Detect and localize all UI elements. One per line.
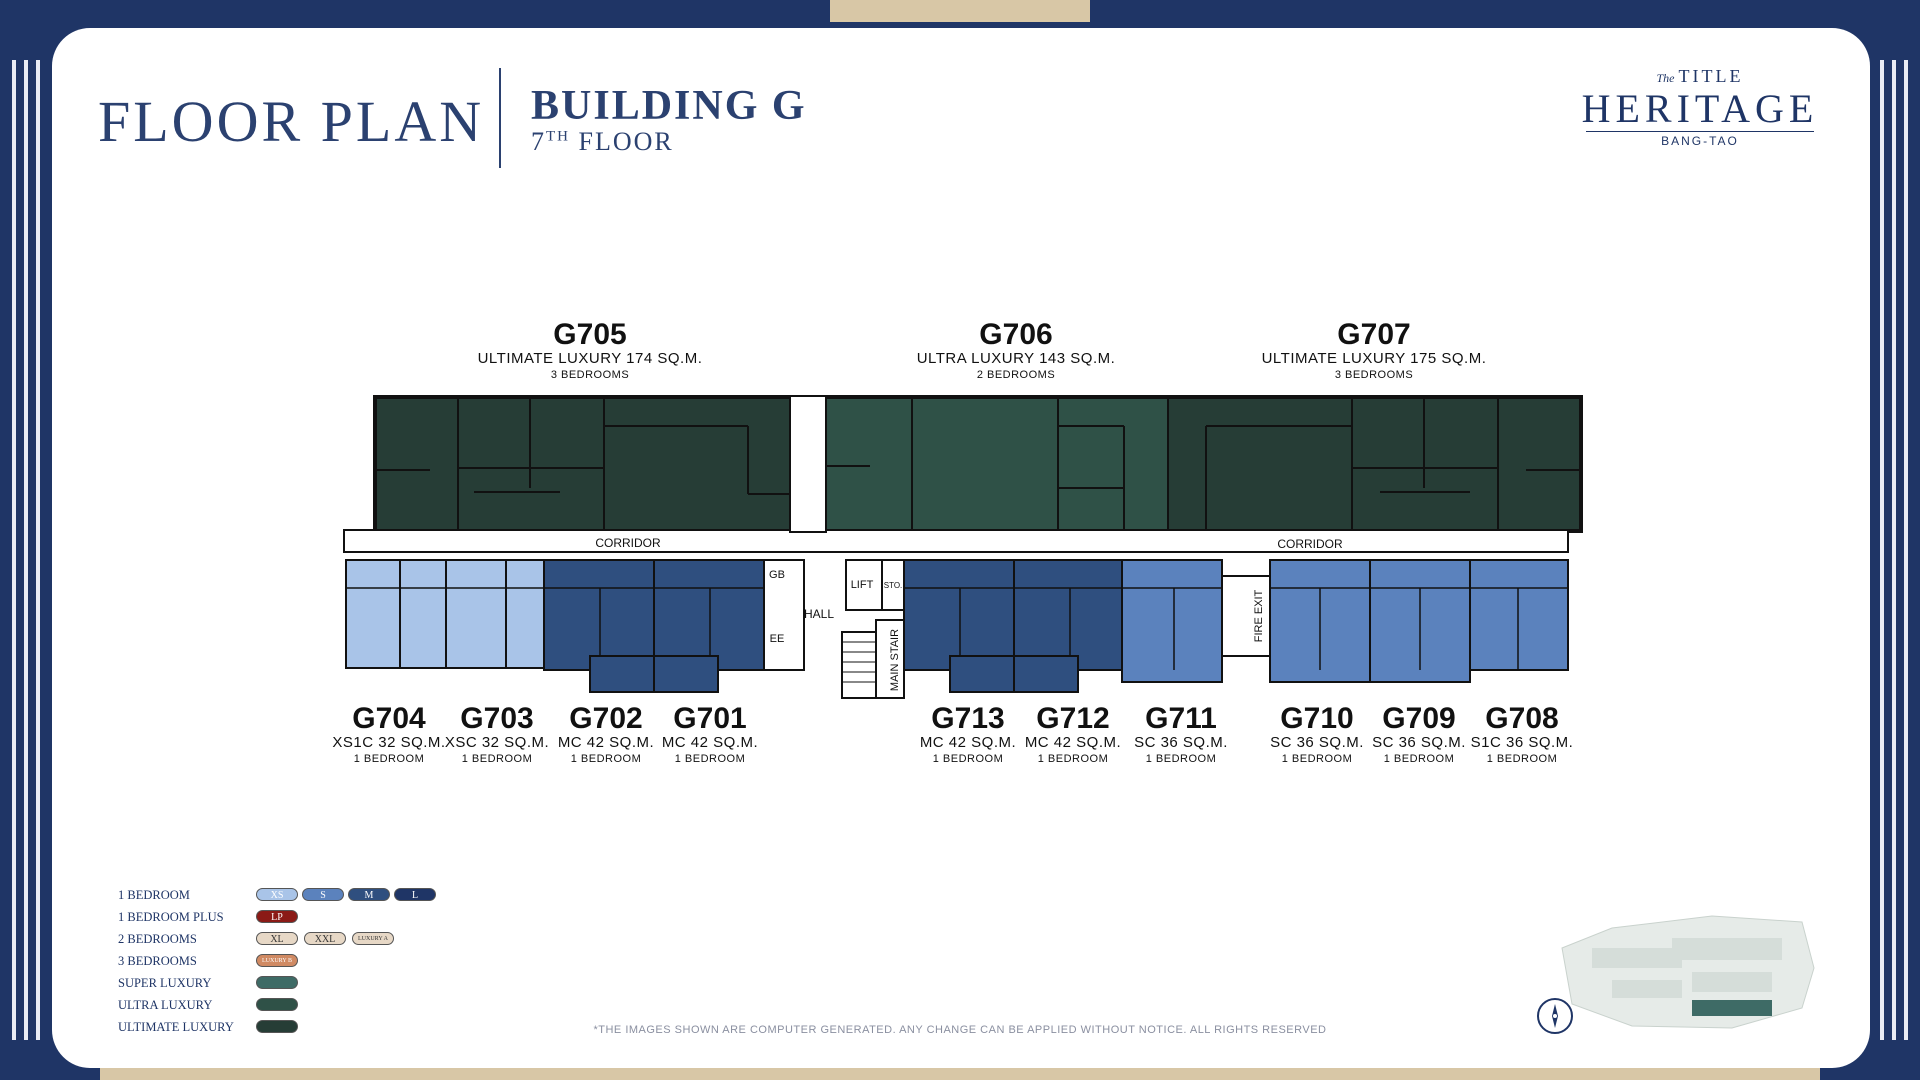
legend-chip-luxury-a: LUXURY A xyxy=(352,932,394,945)
ee-label: EE xyxy=(769,633,785,645)
lift-label: LIFT xyxy=(850,579,874,591)
unit-code: G706 xyxy=(979,318,1053,351)
unit-label-g713 xyxy=(910,704,1026,766)
unit-code: G713 xyxy=(931,702,1005,735)
unit-code: G707 xyxy=(1337,318,1411,351)
unit-type: SC 36 SQ.M. xyxy=(1270,734,1364,751)
unit-label-g703 xyxy=(439,704,555,766)
unit-beds: 1 BEDROOM xyxy=(1383,753,1455,765)
unit-code: G705 xyxy=(553,318,627,351)
unit-type: S1C 36 SQ.M. xyxy=(1470,734,1574,751)
unit-label-g704 xyxy=(331,704,447,766)
unit-label-g710 xyxy=(1259,704,1375,766)
unit-beds: 1 BEDROOM xyxy=(461,753,533,765)
unit-beds: 2 BEDROOMS xyxy=(976,369,1056,381)
unit-g711 xyxy=(1122,560,1222,682)
unit-g704-a xyxy=(346,560,400,668)
legend-chip-l: L xyxy=(394,888,436,901)
floor-number: 7 xyxy=(531,127,546,156)
unit-g705-block xyxy=(376,398,790,530)
unit-g708 xyxy=(1470,560,1568,670)
legend-chip-s: S xyxy=(302,888,344,901)
unit-type: ULTIMATE LUXURY 175 SQ.M. xyxy=(1261,350,1487,367)
sto-label: STO. xyxy=(883,581,903,590)
unit-beds: 1 BEDROOM xyxy=(932,753,1004,765)
unit-g703-a xyxy=(446,560,506,668)
site-plan-highlight xyxy=(1692,1000,1772,1016)
unit-type: ULTIMATE LUXURY 174 SQ.M. xyxy=(477,350,703,367)
site-plan-thumbnail xyxy=(1552,908,1822,1036)
legend-swatch-super-luxury xyxy=(256,976,298,989)
unit-label-g708 xyxy=(1464,704,1580,766)
unit-type: MC 42 SQ.M. xyxy=(919,734,1017,751)
unit-beds: 1 BEDROOM xyxy=(570,753,642,765)
legend-label: 1 BEDROOM PLUS xyxy=(118,910,224,924)
fire-exit-label: FIRE EXIT xyxy=(1253,589,1265,643)
unit-g701 xyxy=(654,560,764,670)
unit-code: G710 xyxy=(1280,702,1354,735)
unit-code: G701 xyxy=(673,702,747,735)
unit-code: G702 xyxy=(569,702,643,735)
logo-script: The xyxy=(1656,71,1675,85)
core-gap xyxy=(790,396,826,532)
unit-beds: 1 BEDROOM xyxy=(1281,753,1353,765)
unit-type: SC 36 SQ.M. xyxy=(1134,734,1228,751)
hall-label: HALL xyxy=(803,607,835,621)
legend-label: SUPER LUXURY xyxy=(118,976,212,990)
unit-g713-balcony xyxy=(950,656,1014,692)
unit-beds: 1 BEDROOM xyxy=(1486,753,1558,765)
unit-type: MC 42 SQ.M. xyxy=(1024,734,1122,751)
legend-label: 1 BEDROOM xyxy=(118,888,190,902)
unit-label-g701 xyxy=(652,704,768,766)
legend-chip-xxl: XXL xyxy=(304,932,346,945)
unit-type: XS1C 32 SQ.M. xyxy=(332,734,446,751)
legend-chip-xl: XL xyxy=(256,932,298,945)
unit-g704-b xyxy=(400,560,446,668)
unit-label-g706 xyxy=(866,320,1166,382)
unit-g702-balcony xyxy=(590,656,654,692)
unit-beds: 3 BEDROOMS xyxy=(550,369,630,381)
legend-label: 3 BEDROOMS xyxy=(118,954,197,968)
legend-chip-luxury-b: LUXURY B xyxy=(256,954,298,967)
unit-beds: 1 BEDROOM xyxy=(353,753,425,765)
unit-code: G712 xyxy=(1036,702,1110,735)
unit-g707-block xyxy=(1168,398,1580,530)
logo-title: TITLE xyxy=(1678,66,1744,86)
unit-type: XSC 32 SQ.M. xyxy=(444,734,550,751)
unit-g712-balcony xyxy=(1014,656,1078,692)
logo-heritage: HERITAGE xyxy=(1581,86,1819,131)
unit-label-g707 xyxy=(1224,320,1524,382)
corridor-left-label: CORRIDOR xyxy=(595,536,661,550)
legend-label: ULTIMATE LUXURY xyxy=(118,1020,234,1034)
unit-code: G708 xyxy=(1485,702,1559,735)
legend-label: ULTRA LUXURY xyxy=(118,998,213,1012)
legend-label: 2 BEDROOMS xyxy=(118,932,197,946)
unit-type: SC 36 SQ.M. xyxy=(1372,734,1466,751)
corridor xyxy=(344,530,1568,552)
unit-label-g712 xyxy=(1015,704,1131,766)
unit-beds: 1 BEDROOM xyxy=(674,753,746,765)
disclaimer: *THE IMAGES SHOWN ARE COMPUTER GENERATED. ANY CHANGE CAN BE APPLIED WITHOUT NOTICE. ALL RIGHTS RESERVED xyxy=(593,1024,1327,1036)
unit-g703-b xyxy=(506,560,544,668)
logo-location: BANG-TAO xyxy=(1655,134,1745,148)
unit-type: MC 42 SQ.M. xyxy=(661,734,759,751)
unit-label-g702 xyxy=(548,704,664,766)
unit-g702 xyxy=(544,560,654,670)
floor-suffix: TH xyxy=(546,128,570,145)
unit-type: MC 42 SQ.M. xyxy=(557,734,655,751)
main-stair-label: MAIN STAIR xyxy=(889,628,901,692)
page-title: FLOOR PLAN xyxy=(98,89,485,154)
legend-chip-m: M xyxy=(348,888,390,901)
unit-label-g709 xyxy=(1361,704,1477,766)
unit-label-g711 xyxy=(1123,704,1239,766)
unit-code: G704 xyxy=(352,702,426,735)
gb-label: GB xyxy=(769,569,785,581)
legend-swatch-ultimate-luxury xyxy=(256,1020,298,1033)
legend-swatch-ultra-luxury xyxy=(256,998,298,1011)
unit-code: G709 xyxy=(1382,702,1456,735)
building-name: BUILDING G xyxy=(531,83,807,129)
legend-chip-xs: XS xyxy=(256,888,298,901)
unit-code: G711 xyxy=(1145,702,1217,735)
unit-g706-block xyxy=(826,398,1168,530)
unit-beds: 1 BEDROOM xyxy=(1145,753,1217,765)
corridor-right-label: CORRIDOR xyxy=(1277,537,1343,551)
unit-g712 xyxy=(1014,560,1122,670)
unit-code: G703 xyxy=(460,702,534,735)
unit-beds: 3 BEDROOMS xyxy=(1334,369,1414,381)
unit-beds: 1 BEDROOM xyxy=(1037,753,1109,765)
unit-label-g705 xyxy=(440,320,740,382)
unit-type: ULTRA LUXURY 143 SQ.M. xyxy=(916,350,1116,367)
unit-g713 xyxy=(904,560,1014,670)
legend-chip-lp: LP xyxy=(256,910,298,923)
floor-word: FLOOR xyxy=(578,127,674,156)
unit-g701-balcony xyxy=(654,656,718,692)
